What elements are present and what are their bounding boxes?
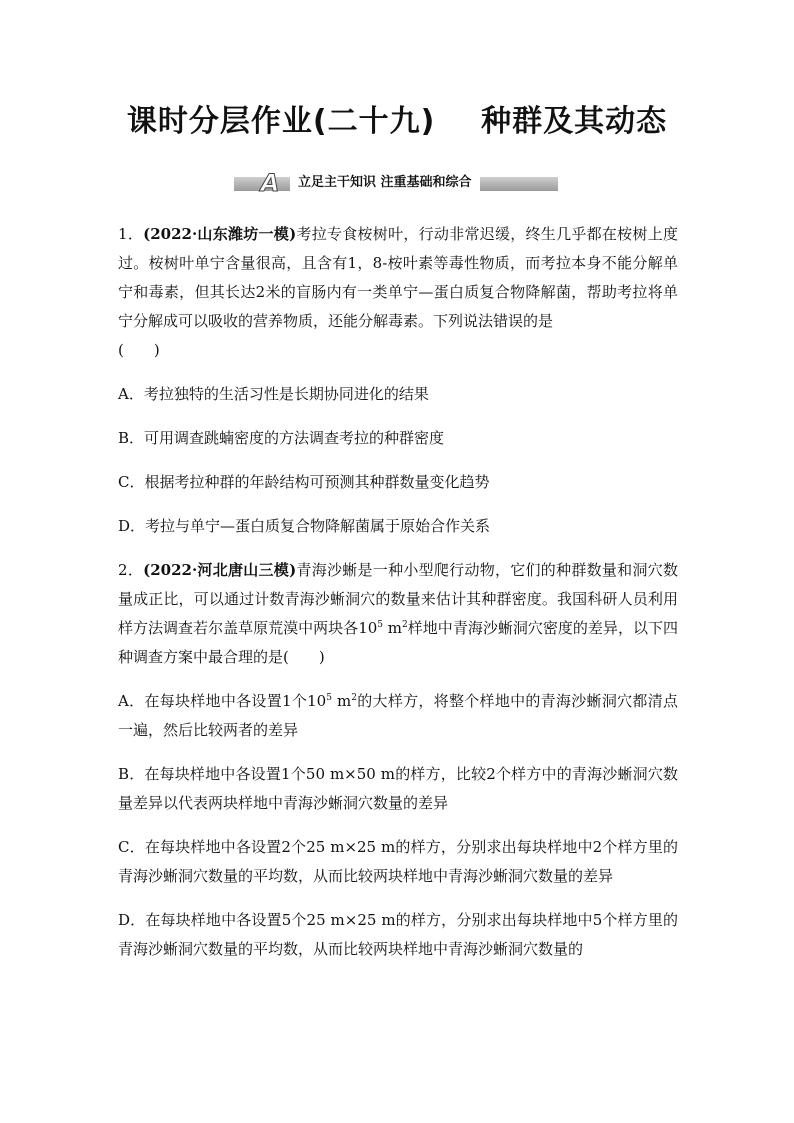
question-1-paren: ( ) <box>118 341 160 359</box>
section-label: 立足主干知识 注重基础和综合 <box>290 171 480 195</box>
question-2-option-d: D．在每块样地中各设置5个25 m×25 m的样方，分别求出每块样地中5个样方里的青海沙蜥洞穴数量的平均数，从而比较两块样地中青海沙蜥洞穴数量的 <box>118 911 678 958</box>
question-2-option-a: A．在每块样地中各设置1个$10^5$ $m^2$的大样方，将整个样地中的青海沙蜥洞穴都清点一遍，然后比较两者的差异 <box>118 692 678 739</box>
question-2-option-c: C．在每块样地中各设置2个25 m×25 m的样方，分别求出每块样地中2个样方里的青海沙蜥洞穴数量的平均数，从而比较两块样地中青海沙蜥洞穴数量的差异 <box>118 838 678 885</box>
question-2-number: 2． <box>118 561 144 579</box>
question-1-option-b: B．可用调查跳蝻密度的方法调查考拉的种群密度 <box>118 429 445 447</box>
question-2-source: (2022·河北唐山三模) <box>143 561 297 579</box>
question-1-option-a: A．考拉独特的生活习性是长期协同进化的结果 <box>118 385 429 403</box>
question-1-option-d: D．考拉与单宁—蛋白质复合物降解菌属于原始合作关系 <box>118 517 491 535</box>
question-2-stem: 2．(2022·河北唐山三模)青海沙蜥是一种小型爬行动物，它们的种群数量和洞穴数量成正比，可以通过计数青海沙蜥洞穴的数量来估计其种群密度。我国科研人员利用样方法调查若尔盖草原荒漠中两块各$10^5$ $m^2$样地中青海沙蜥洞穴密度的差异，以下四种调查方案中最合理的是( ) <box>118 561 678 666</box>
section-badge-icon: A <box>260 169 280 197</box>
question-1-stem <box>118 220 678 336</box>
section-banner <box>234 170 558 196</box>
question-2-option-b: B．在每块样地中各设置1个50 m×50 m的样方，比较2个样方中的青海沙蜥洞穴数量差异以代表两块样地中青海沙蜥洞穴数量的差异 <box>118 765 678 812</box>
question-1-source: (2022·山东潍坊一模) <box>143 225 297 243</box>
question-content <box>118 220 678 964</box>
question-1-number: 1． <box>118 225 144 243</box>
page-title: 课时分层作业(二十九) 种群及其动态 <box>126 104 668 139</box>
question-1-text: 考拉专食桉树叶，行动非常迟缓，终生几乎都在桉树上度过。桉树叶单宁含量很高，且含有1，8-桉叶素等毒性物质，而考拉本身不能分解单宁和毒素，但其长达2米的盲肠内有一类单宁—蛋白质复合物降解菌，帮助考拉将单宁分解成可以吸收的营养物质，还能分解毒素。下列说法错误的是 <box>118 225 678 330</box>
question-1-option-c: C．根据考拉种群的年龄结构可预测其种群数量变化趋势 <box>118 473 490 491</box>
